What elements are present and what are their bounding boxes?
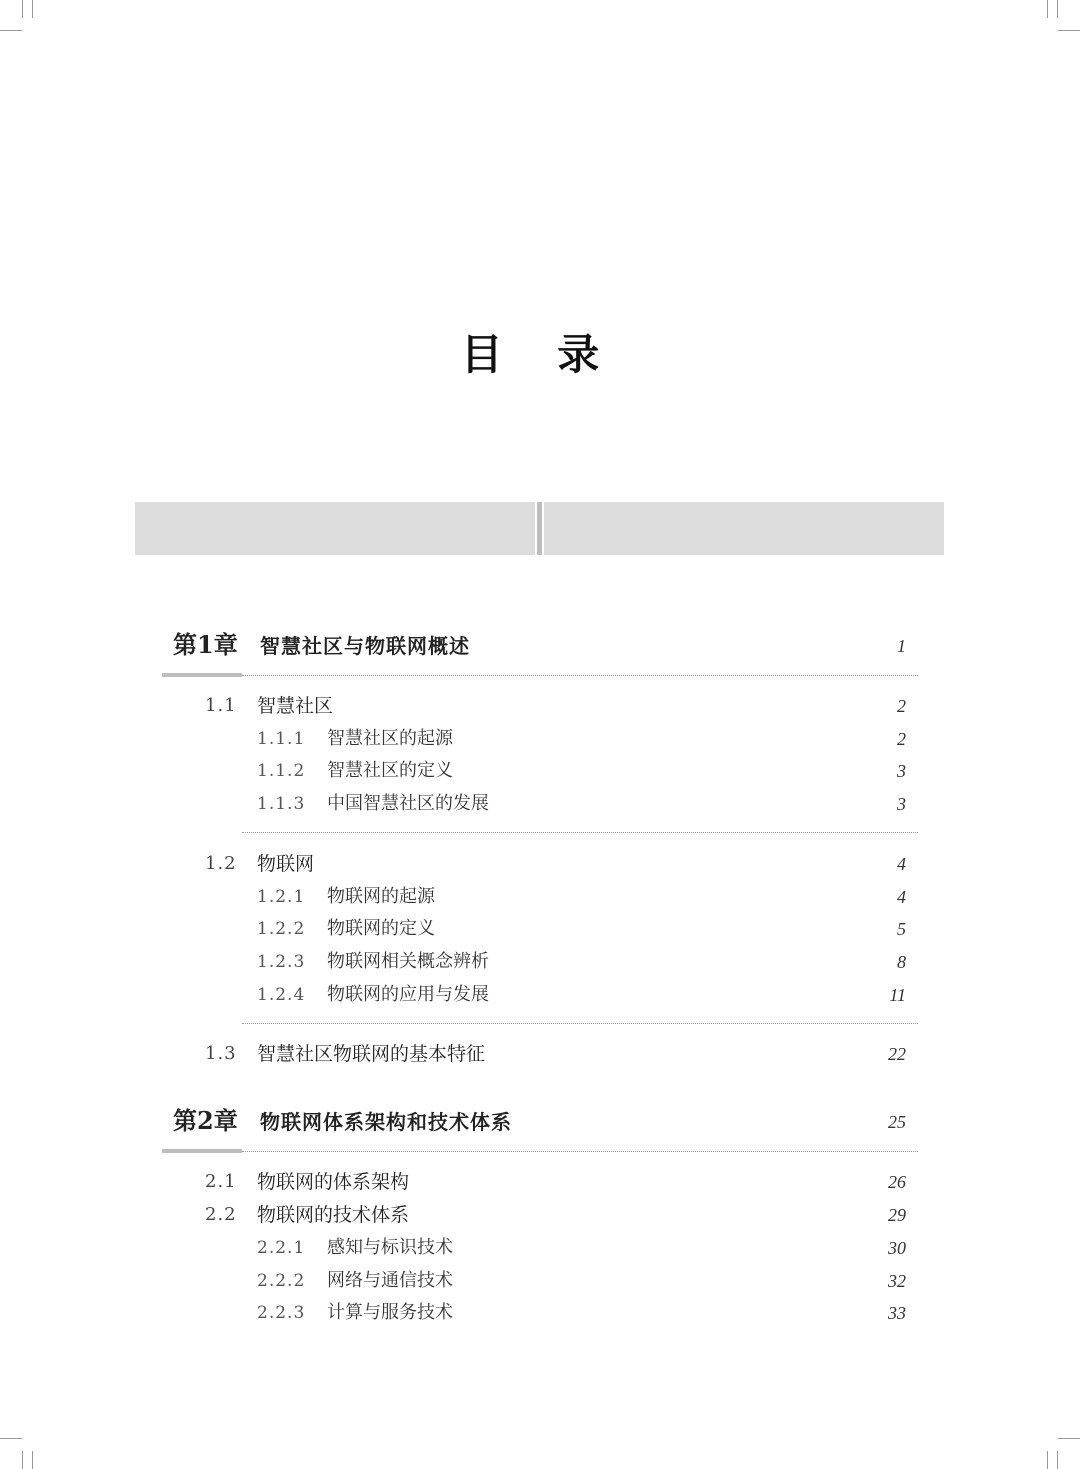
crop-mark [1047,0,1048,18]
toc-subsection[interactable] [0,948,1080,976]
section-title: 物联网的技术体系 [257,1204,410,1226]
page-number: 3 [897,761,906,781]
chapter-title: 物联网体系架构和技术体系 [260,1110,512,1134]
crop-mark [32,1451,33,1469]
page-number: 11 [889,985,906,1005]
crop-mark [1047,1451,1048,1469]
subsection-number: 2.2.2 [257,1271,306,1291]
toc-chapter[interactable] [0,1108,1080,1136]
page-number: 26 [888,1172,906,1192]
divider-dotted [242,1151,918,1152]
page-number: 5 [897,919,906,939]
section-title: 物联网 [257,853,315,875]
page-number: 29 [888,1205,906,1225]
subsection-title: 物联网的起源 [327,886,435,907]
page-number: 32 [888,1271,906,1291]
subsection-number: 2.2.3 [257,1303,306,1323]
section-number: 1.3 [205,1043,237,1064]
page-number: 8 [897,952,906,972]
crop-mark [0,1438,22,1439]
subsection-title: 网络与通信技术 [327,1270,453,1291]
crop-mark [32,0,33,18]
subsection-number: 1.2.3 [257,952,306,972]
crop-mark [1057,1451,1058,1469]
subsection-title: 物联网的定义 [327,918,435,939]
section-number: 2.1 [205,1171,237,1192]
subsection-number: 1.2.1 [257,887,306,907]
toc-subsection[interactable] [0,790,1080,818]
subsection-title: 物联网的应用与发展 [327,984,489,1005]
divider-dotted [242,1023,918,1024]
section-title: 智慧社区 [257,695,334,717]
subsection-title: 物联网相关概念辨析 [327,951,489,972]
page-number: 30 [888,1238,906,1258]
subsection-number: 1.1.3 [257,794,306,814]
toc-section[interactable] [0,1201,1080,1229]
subsection-title: 智慧社区的起源 [327,728,453,749]
subsection-number: 2.2.1 [257,1238,306,1258]
toc-subsection[interactable] [0,1299,1080,1327]
toc-section[interactable] [0,692,1080,720]
subsection-number: 1.1.2 [257,761,306,781]
page-number: 22 [888,1044,906,1064]
divider-dotted [242,832,918,833]
crop-mark [1058,1438,1080,1439]
toc-section[interactable] [0,1168,1080,1196]
subsection-title: 感知与标识技术 [327,1237,453,1258]
banner-block-left [135,502,535,555]
page-number: 3 [897,794,906,814]
crop-mark [1058,30,1080,31]
toc-subsection[interactable] [0,981,1080,1009]
toc-subsection[interactable] [0,757,1080,785]
page-number: 33 [888,1303,906,1323]
toc-section[interactable] [0,1040,1080,1068]
page-number: 2 [897,729,906,749]
subsection-title: 智慧社区的定义 [327,760,453,781]
crop-mark [1057,0,1058,18]
subsection-number: 1.2.2 [257,919,306,939]
subsection-number: 1.2.4 [257,985,306,1005]
chapter-underline [162,1149,242,1153]
section-number: 1.2 [205,853,237,874]
toc-subsection[interactable] [0,725,1080,753]
subsection-title: 中国智慧社区的发展 [327,793,489,814]
chapter-number: 第2章 [173,1106,238,1135]
crop-mark [22,1451,23,1469]
page-number: 4 [897,854,906,874]
chapter-number: 第1章 [173,630,238,659]
section-title: 智慧社区物联网的基本特征 [257,1043,486,1065]
page-number: 2 [897,696,906,716]
toc-subsection[interactable] [0,915,1080,943]
toc-subsection[interactable] [0,1267,1080,1295]
toc-subsection[interactable] [0,883,1080,911]
banner-divider [537,502,542,555]
section-number: 1.1 [205,695,237,716]
banner-block-right [544,502,944,555]
page-number: 4 [897,887,906,907]
divider-dotted [242,675,918,676]
section-number: 2.2 [205,1204,237,1225]
toc-chapter[interactable] [0,632,1080,660]
chapter-underline [162,673,242,677]
subsection-title: 计算与服务技术 [327,1302,453,1323]
page-number: 1 [897,636,906,656]
page-number: 25 [888,1112,906,1132]
toc-subsection[interactable] [0,1234,1080,1262]
toc-section[interactable] [0,850,1080,878]
crop-mark [22,0,23,18]
page-title: 目 录 [460,330,620,379]
subsection-number: 1.1.1 [257,729,306,749]
section-title: 物联网的体系架构 [257,1171,410,1193]
crop-mark [0,30,22,31]
chapter-title: 智慧社区与物联网概述 [260,634,470,658]
